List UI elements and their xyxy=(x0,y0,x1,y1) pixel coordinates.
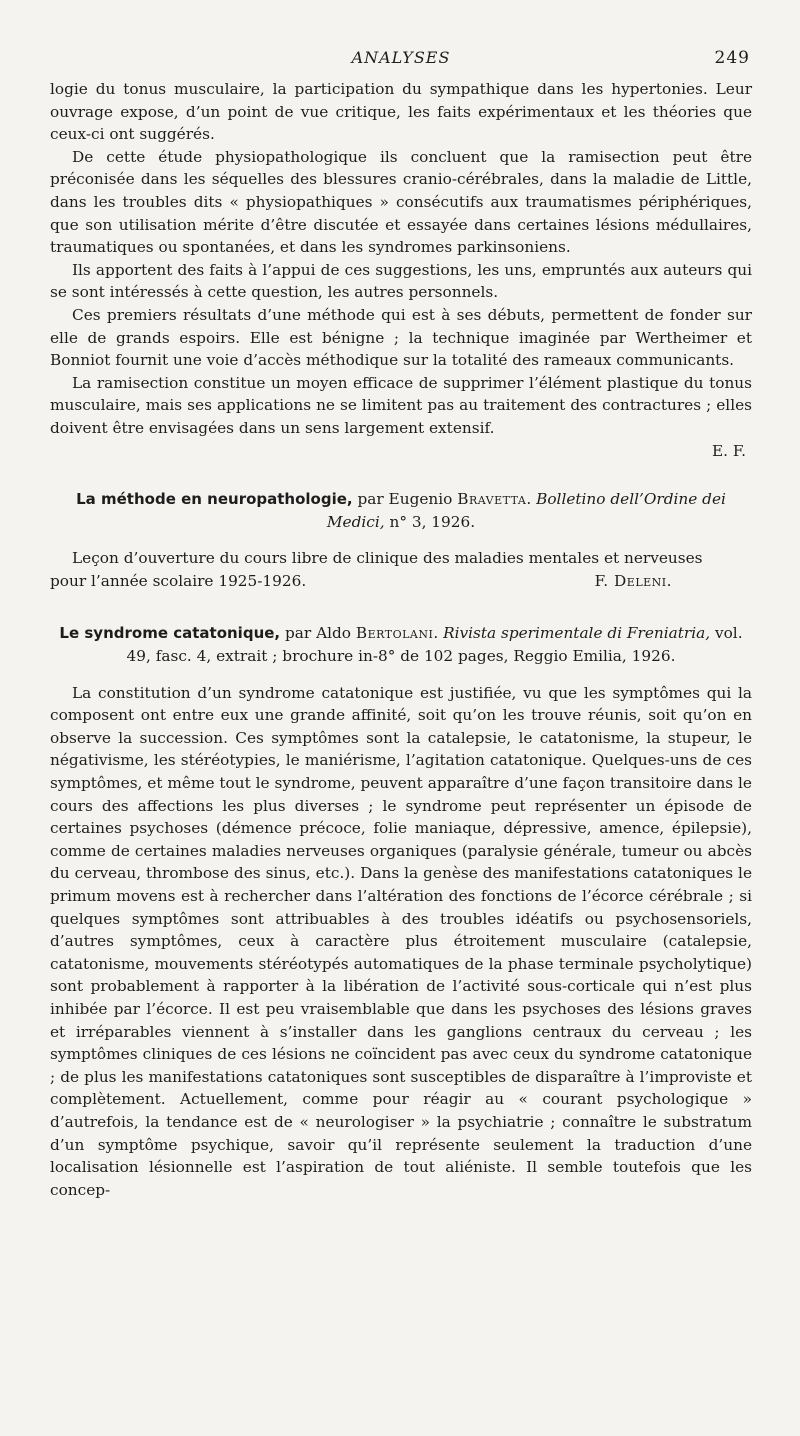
review-author: Bravetta xyxy=(457,490,527,509)
review-journal: Bolletino dell’Ordine dei Medici, xyxy=(326,490,726,531)
review-title: La méthode en neuropathologie, xyxy=(76,490,353,509)
signature: F. Deleni. xyxy=(594,571,672,590)
review-heading: Le syndrome catatonique, par Aldo Bertolani. Rivista sperimentale di Freniatria, vol. 49, fasc. 4, extrait ; brochure in-8° de 102 pages, Reggio Emilia, 1926. xyxy=(59,624,743,666)
review-details: vol. 49, fasc. 4, extrait ; brochure in-8° de 102 pages, Reggio Emilia, 1926. xyxy=(126,624,743,666)
review-syndrome-catatonique xyxy=(50,622,752,1201)
closing-line xyxy=(50,570,752,593)
review-author: Bertolani xyxy=(355,624,434,643)
paragraph: Ils apportent des faits à l’appui de ces suggestions, les uns, empruntés aux auteurs qui se sont intéressés à cette question, les autres personnels. xyxy=(50,260,752,302)
review-methode-neuropathologie xyxy=(50,488,752,592)
paragraph: logie du tonus musculaire, la participation du sympathique dans les hypertonies. Leur ouvrage expose, d’un point de vue critique, les faits expérimentaux et les théories que ceux-ci ont suggérés. xyxy=(50,80,752,144)
review-by: par Aldo xyxy=(280,624,356,643)
paragraph: Leçon d’ouverture du cours libre de clinique des maladies mentales et nerveuses xyxy=(72,549,703,568)
running-header xyxy=(50,48,752,78)
paragraph: La ramisection constitue un moyen efficace de supprimer l’élément plastique du tonus musculaire, mais ses applications ne se limitent pas au traitement des contractures ; elles doivent être envisagées dans un sens largement extensif. xyxy=(50,373,752,437)
page-number: 249 xyxy=(714,48,750,68)
paragraph: La constitution d’un syndrome catatonique est justifiée, vu que les symptômes qui la composent ont entre eux une grande affinité, soit qu’on les trouve réunis, soit qu’on en observe la succession. Ces symptômes sont la catalepsie, le catatonisme, la stupeur, le négativisme, les stéréotypies, le maniérisme, l’agitation catatonique. Quelques-uns de ces symptômes, et même tout le syndrome, peuvent apparaître d’une façon transitoire dans le cours des affections les plus diverses ; le syndrome peut représenter un épisode de certaines psychoses (démence précoce, folie maniaque, dépressive, amence, épilepsie), comme de certaines maladies nerveuses organiques (paralysie générale, tumeur ou abcès du cerveau, thrombose des sinus, etc.). Dans la genèse des manifestations catatoniques le primum movens est à rechercher dans l’altération des fonctions de l’écorce cérébrale ; si quelques symptômes sont attribuables à des troubles idéatifs ou psychosensoriels, d’autres symptômes, ceux à caractère plus étroitement musculaire (catalepsie, catatonisme, mouvements stéréotypés automatiques de la phase terminale psycholytique) sont probablement à rapporter à la libération de l’activité sous-corticale qui n’est plus inhibée par l’écorce. Il est peu vraisemblable que dans les psychoses des lésions graves et irréparables viennent à s’installer dans les ganglions centraux du cerveau ; les symptômes cliniques de ces lésions ne coïncident pas avec ceux du syndrome catatonique ; de plus les manifestations catatoniques sont susceptibles de disparaître à l’improviste et complètement. Actuellement, comme pour réagir au « courant psychologique » d’autrefois, la tendance est de « neurologiser » la psychiatrie ; connaître le substratum d’un symptôme psychique, savoir qu’il représente seulement la traduction d’une localisation lésionnelle est l’aspiration de tout aliéniste. Il semble toutefois que les concep- xyxy=(50,683,752,1199)
review-issue: n° 3, 1926. xyxy=(384,512,476,531)
review-heading: La méthode en neuropathologie, par Eugenio Bravetta. Bolletino dell’Ordine dei Medici, n° 3, 1926. xyxy=(76,490,726,531)
running-title: ANALYSES xyxy=(351,48,451,67)
review-ramisection xyxy=(50,78,752,462)
review-journal: Rivista sperimentale di Freniatria, xyxy=(443,624,711,643)
review-title: Le syndrome catatonique, xyxy=(59,624,281,643)
paragraph: Ces premiers résultats d’une méthode qui est à ses débuts, permettent de fonder sur elle de grands espoirs. Elle est bénigne ; la technique imaginée par Wertheimer et Bonniot fournit une voie d’accès méthodique sur la totalité des rameaux communicants. xyxy=(50,305,752,370)
paragraph: De cette étude physiopathologique ils concluent que la ramisection peut être préconisée dans les séquelles des blessures cranio-cérébrales, dans la maladie de Little, dans les troubles dits « physiopathiques » consécutifs aux traumatismes périphériques, que son utilisation mérite d’être discutée et essayée dans certaines lésions médullaires, traumatiques ou spontanées, et dans les syndromes parkinsoniens. xyxy=(50,147,752,257)
paragraph-end: pour l’année scolaire 1925-1926. xyxy=(50,571,307,590)
signature: E. F. xyxy=(712,441,746,460)
review-by: par Eugenio xyxy=(352,490,458,509)
